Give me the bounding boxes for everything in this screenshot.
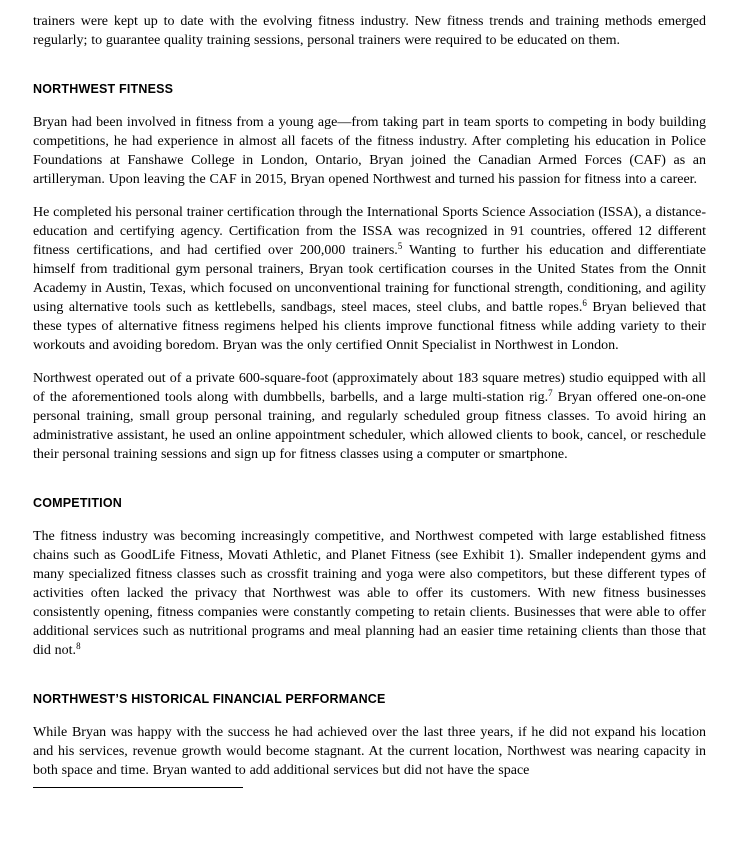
paragraph-certifications bbox=[33, 203, 706, 355]
footnote-separator-rule bbox=[33, 787, 243, 788]
footnote-ref-5: 5 bbox=[397, 241, 403, 251]
paragraph-text: Bryan offered one-on-one personal training, small group personal training, and regularly scheduled group fitness classes. To avoid hiring an administrative assistant, he used an online appointment scheduler, which allowed clients to book, cancel, or reschedule their personal training sessions and sign up for fitness classes using a computer or smartphone. bbox=[33, 390, 706, 462]
footnote-ref-8: 8 bbox=[76, 641, 81, 651]
section-heading-northwest-fitness: NORTHWEST FITNESS bbox=[33, 82, 174, 96]
paragraph-bryan-background: Bryan had been involved in fitness from a young age—from taking part in team sports to competing in body building competitions, he had experience in almost all facets of the fitness industry. After completing his education in Police Foundations at Fanshawe College in London, Ontario, Bryan joined the Canadian Armed Forces (CAF) as an artilleryman. Upon leaving the CAF in 2015, Bryan opened Northwest and turned his passion for fitness into a career. bbox=[33, 115, 706, 187]
section-heading-historical-financial-performance: NORTHWEST’S HISTORICAL FINANCIAL PERFORMANCE bbox=[33, 692, 386, 706]
paragraph-text: Northwest operated out of a private 600-square-foot (approximately about 183 square metres) studio equipped with all of the aforementioned tools along with dumbbells, barbells, and a large multi-station rig. bbox=[33, 371, 706, 405]
section-heading-competition: COMPETITION bbox=[33, 496, 123, 510]
paragraph-text: Bryan believed that these types of alternative fitness regimens helped his clients improve functional fitness while adding variety to their workouts and avoiding boredom. Bryan was the only certified Onnit Specialist in Northwest in London. bbox=[33, 300, 706, 353]
paragraph-text: He completed his personal trainer certification through the International Sports Science Association (ISSA), a distance-education and certifying agency. Certification from the ISSA was recognized in 91 countries, offered 12 different fitness certifications, and had certified over 200,000 trainers. bbox=[33, 205, 706, 258]
paragraph-competition bbox=[33, 527, 706, 660]
paragraph-financial-performance: While Bryan was happy with the success he had achieved over the last three years, if he did not expand his location and his services, revenue growth would become stagnant. At the current location, Northwest was nearing capacity in both space and time. Bryan wanted to add additional services but did not have the space bbox=[33, 725, 706, 778]
paragraph-text: The fitness industry was becoming increasingly competitive, and Northwest competed with large established fitness chains such as GoodLife Fitness, Movati Athletic, and Planet Fitness (see Exhibit 1). Smaller independent gyms and many specialized fitness classes such as crossfit training and yoga were also competitors, but these different types of activities often lacked the privacy that Northwest was able to offer its customers. With new fitness businesses consistently opening, fitness companies were constantly competing to retain clients. Businesses that were able to offer additional services such as nutritional programs and meal planning had an easier time retaining clients than those that did not. bbox=[33, 529, 706, 658]
footnote-ref-6: 6 bbox=[582, 298, 587, 308]
paragraph-text: Wanting to further his education and differentiate himself from traditional gym personal trainers, Bryan took certification courses in the United States from the Onnit Academy in Austin, Texas, which focused on unconventional training for functional strength, conditioning, and agility using alternative tools such as kettlebells, sandbags, steel maces, steel clubs, and battle ropes. bbox=[33, 243, 706, 315]
paragraph-studio-operations bbox=[33, 369, 706, 464]
footnote-ref-7: 7 bbox=[548, 388, 553, 398]
intro-paragraph: trainers were kept up to date with the evolving fitness industry. New fitness trends and training methods emerged regularly; to guarantee quality training sessions, personal trainers were required to be educated on them. bbox=[33, 14, 706, 48]
